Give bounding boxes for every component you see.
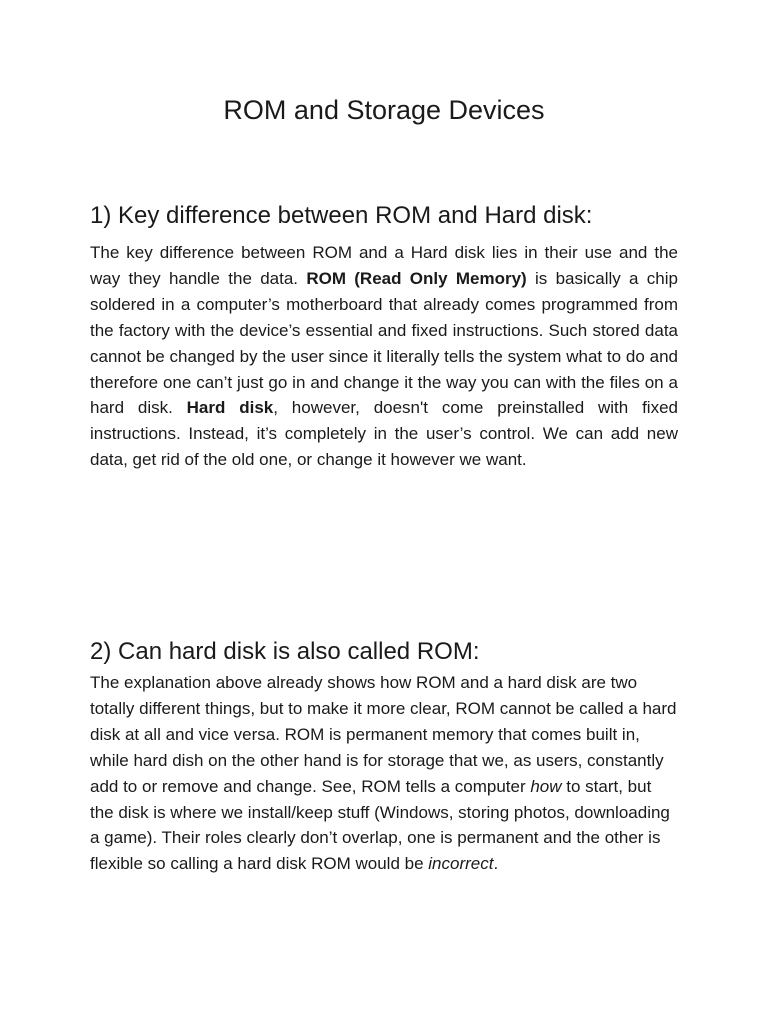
text-run: .: [493, 854, 499, 874]
bold-text-run: Hard disk: [186, 398, 274, 418]
bold-text-run: ROM (Read Only Memory): [306, 268, 527, 288]
section-paragraph: [90, 670, 678, 877]
section-heading: 2) Can hard disk is also called ROM:: [90, 638, 480, 665]
italic-text-run: incorrect: [428, 854, 494, 874]
italic-text-run: how: [530, 776, 562, 796]
text-run: The explanation above already shows how ROM and a hard disk are two totally different things, but to make it more clear, ROM cannot be called a hard disk at all and vice versa. ROM is permanent memory that comes built in, while hard dish on the other hand is for storage that we, as users, constantly add to or remove and change. See, ROM tells a computer: [90, 673, 677, 796]
text-run: is basically a chip soldered in a computer’s motherboard that already comes programmed from the factory with the device’s essential and fixed instructions. Such stored data cannot be changed by the user since it literally tells the system what to do and therefore one can’t just go in and change it the way you can with the files on a hard disk.: [90, 268, 678, 418]
text-run: The key difference between ROM and a Hard disk lies in their use and the way they handle the data.: [90, 243, 678, 288]
section-paragraph: [90, 240, 678, 473]
text-run: , however, doesn't come preinstalled with fixed instructions. Instead, it’s completely in the user’s control. We can add new data, get rid of the old one, or change it however we want.: [90, 398, 678, 470]
section-heading: 1) Key difference between ROM and Hard disk:: [90, 202, 593, 229]
section-rom-vs-hard-disk: [90, 200, 678, 473]
section-hard-disk-called-rom: [90, 636, 678, 877]
document-title: ROM and Storage Devices: [223, 95, 545, 125]
text-run: to start, but the disk is where we install/keep stuff (Windows, storing photos, downloading a game). Their roles clearly don’t overlap, one is permanent and the other is flexible so calling a hard disk ROM would be: [90, 776, 670, 874]
